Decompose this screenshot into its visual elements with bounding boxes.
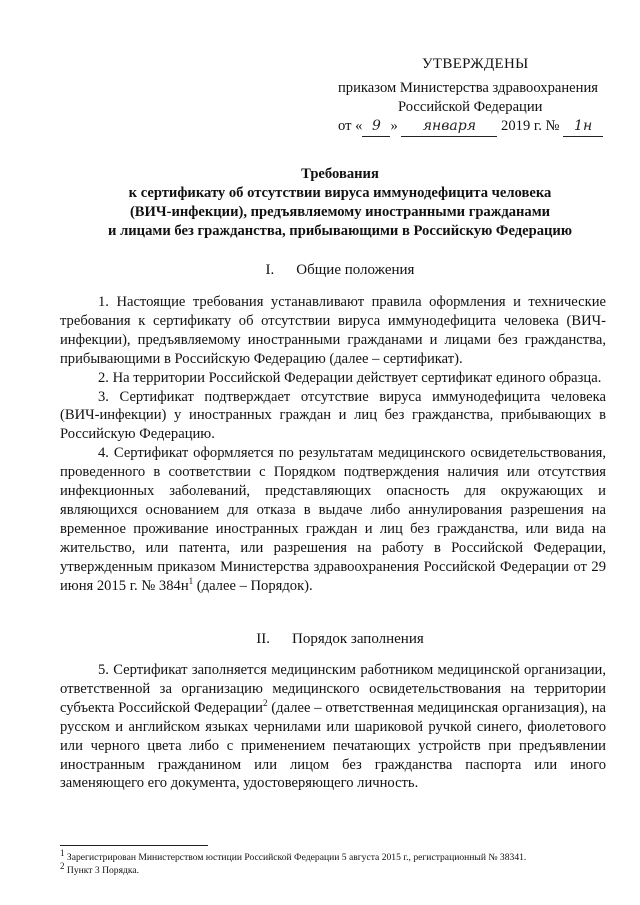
section-1-number: I.	[265, 262, 275, 278]
handwritten-month: января	[401, 117, 497, 137]
approval-block	[338, 55, 618, 137]
date-prefix: от «	[338, 118, 363, 134]
title-line-3: (ВИЧ-инфекции), предъявляемому иностранными гражданами	[129, 204, 551, 220]
title-line-1: Требования	[301, 166, 379, 182]
footnote-1	[60, 847, 620, 864]
approval-heading: УТВЕРЖДЕНЫ	[422, 56, 529, 72]
footnote-2-text: Пункт 3 Порядка.	[64, 865, 140, 876]
paragraph-5	[60, 661, 606, 793]
paragraph-1: 1. Настоящие требования устанавливают правила оформления и технические требования к сертификату об отсутствии вируса иммунодефицита человека (ВИЧ-инфекции), предъявляемому иностранными гражданами и лицами без гражданства, прибывающими в Российскую Федерацию (далее – сертификат).	[60, 294, 606, 367]
handwritten-day: 9	[362, 117, 390, 137]
paragraph-4-text: 4. Сертификат оформляется по результатам медицинского освидетельствования, проведенного в соответствии с Порядком подтверждения наличия или отсутствия инфекционных заболеваний, представляющих опасность для окружающих и являющихся основанием для отказа в выдаче либо аннулирования разрешения на временное проживание иностранных граждан и лиц без гражданства, или вида на жительство, или патента, или разрешения на работу в Российской Федерации, утвержденным приказом Министерства здравоохранения Российской Федерации от 29 июня 2015 г. № 384н	[60, 445, 606, 594]
paragraph-5-tail: (далее – ответственная медицинская организация), на русском и английском языках чернилами или шариковой ручкой синего, фиолетового или черного цвета либо с применением печатающих устройств при предъявлении иностранным гражданином или лицом без гражданства паспорта или иного заменяющего его документа, удостоверяющего личность.	[60, 699, 607, 792]
approval-date-line	[338, 117, 618, 137]
section-heading-2	[60, 631, 620, 648]
section-2-number: II.	[256, 631, 270, 647]
footnote-divider	[60, 845, 208, 846]
title-line-4: и лицами без гражданства, прибывающими в Российскую Федерацию	[108, 223, 572, 239]
footnote-1-text: Зарегистрирован Министерством юстиции Российской Федерации 5 августа 2015 г., регистрационный № 38341.	[64, 852, 527, 863]
document-title	[60, 165, 620, 241]
date-year-number-label: 2019 г. №	[501, 118, 560, 134]
section-2-body	[60, 661, 606, 793]
paragraph-4	[60, 444, 606, 595]
footnote-ref-2: 2	[262, 697, 268, 708]
section-heading-1	[60, 262, 620, 279]
footnote-2	[60, 860, 620, 877]
title-line-2: к сертификату об отсутствии вируса иммунодефицита человека	[128, 185, 552, 201]
footnote-ref-1: 1	[188, 575, 194, 586]
paragraph-5-text: 5. Сертификат заполняется медицинским работником медицинской организации, ответственной за организацию медицинского освидетельствования на территории субъекта Российской Федерации	[60, 662, 606, 716]
paragraph-4-tail: (далее – Порядок).	[193, 577, 313, 594]
footnote-2-mark: 2	[60, 860, 65, 871]
section-1-body	[60, 293, 606, 596]
footnotes	[60, 847, 620, 877]
section-2-title: Порядок заполнения	[292, 631, 424, 647]
approval-line-federation: Российской Федерации	[398, 99, 543, 115]
date-quote: »	[390, 118, 398, 134]
paragraph-3: 3. Сертификат подтверждает отсутствие вируса иммунодефицита человека (ВИЧ-инфекции) у иностранных граждан и лиц без гражданства, прибывающих в Российскую Федерацию.	[60, 388, 606, 443]
handwritten-order-number: 1н	[563, 117, 603, 137]
approval-line-ministry: приказом Министерства здравоохранения	[338, 80, 598, 96]
footnote-1-mark: 1	[60, 847, 65, 858]
paragraph-2: 2. На территории Российской Федерации действует сертификат единого образца.	[98, 369, 602, 386]
section-1-title: Общие положения	[296, 262, 415, 278]
